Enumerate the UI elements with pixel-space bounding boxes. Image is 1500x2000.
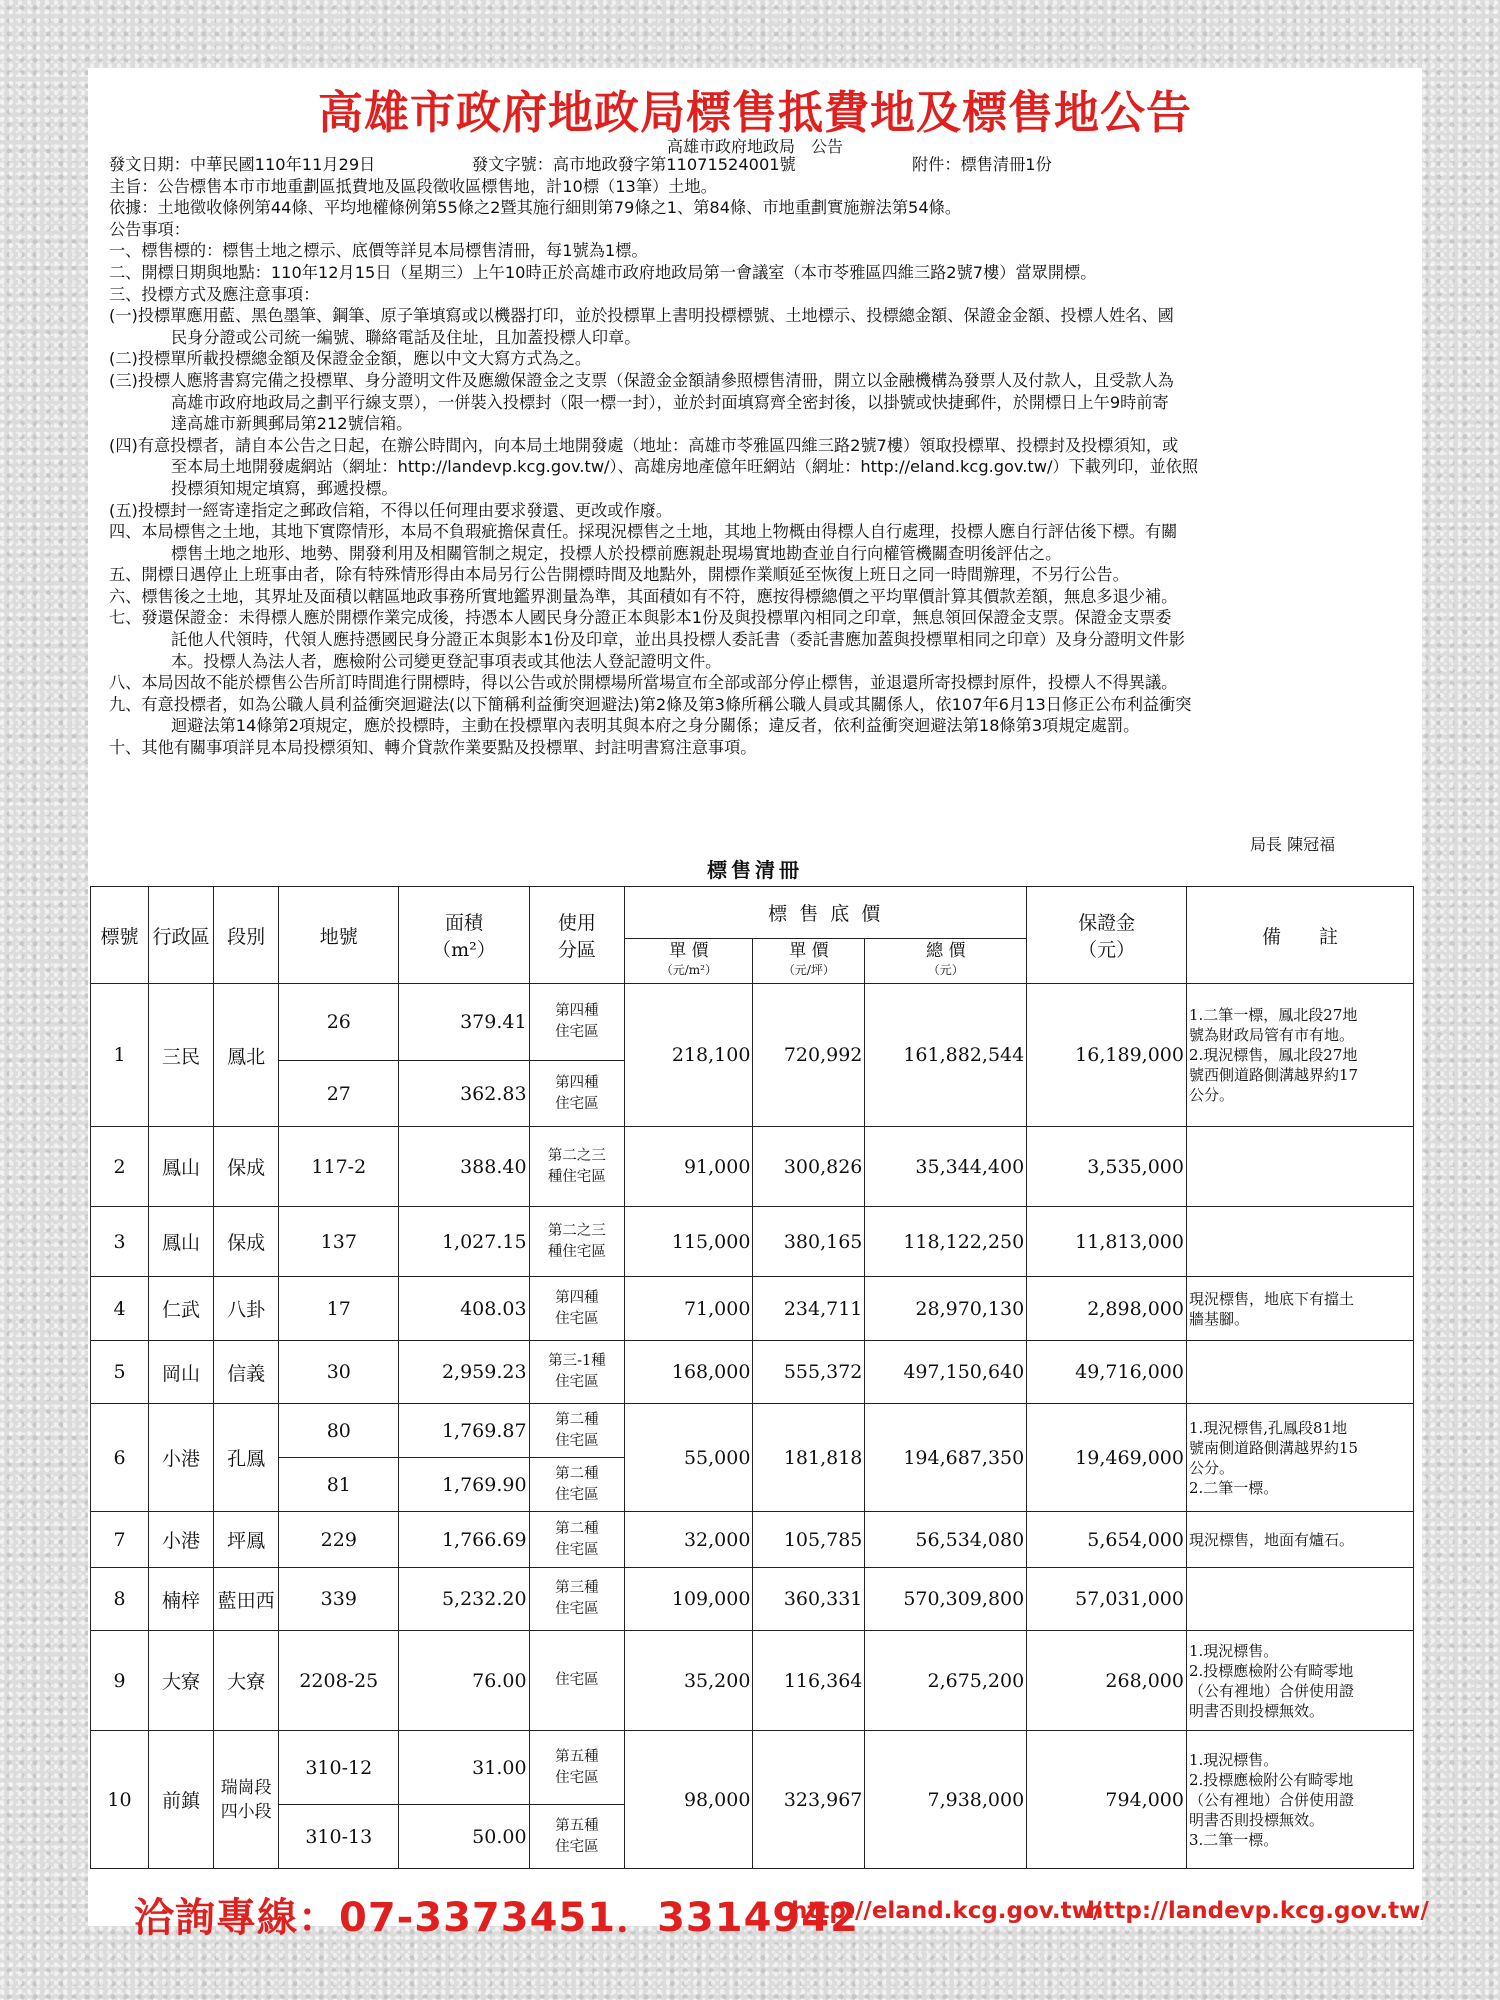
- note-line: 號為財政局管有市有地。: [1188, 1026, 1354, 1044]
- unit-price-ping-cell: 720,992: [753, 984, 865, 1127]
- notice-item-line: (三)投標人應將書寫完備之投標單、身分證明文件及應繳保證金之支票（保證金金額請參照標售清冊，開立以金融機構為發票人及付款人，且受款人為: [109, 370, 1174, 390]
- document-number: 發文字號：高市地政發字第11071524001號: [472, 155, 796, 174]
- note-line: 公分。: [1188, 1458, 1234, 1477]
- zone-line: 種住宅區: [547, 1168, 606, 1185]
- header-total-price: 總 價 （元）: [865, 939, 1027, 984]
- attachment-note: 附件：標售清冊1份: [912, 155, 1052, 174]
- section-cell: 大寮: [214, 1631, 279, 1731]
- legal-basis: 依據：土地徵收條例第44條、平均地權條例第55條之2暨其施行細則第79條之1、第84條、市地重劃實施辦法第54條。: [109, 198, 962, 218]
- note-cell: [1186, 1731, 1413, 1869]
- area-cell: 408.03: [399, 1277, 529, 1341]
- zone-line: 第五種: [555, 1817, 599, 1834]
- district-cell: 三民: [149, 984, 214, 1127]
- zone-line: 住宅區: [555, 1672, 599, 1688]
- notice-item-line: 六、標售後之土地，其界址及面積以轄區地政事務所實地鑑界測量為準，其面積如有不符，應按得標總價之平均單價計算其價款差額，無息多退少補。: [109, 586, 1178, 606]
- notice-item-line: 迴避法第14條第2項規定，應於投標時，主動在投標單內表明其與本府之身分關係；違反者，依利益衝突迴避法第18條第3項規定處罰。: [171, 716, 1140, 736]
- total-price-cell: 161,882,544: [865, 984, 1027, 1127]
- area-cell: 76.00: [399, 1631, 529, 1731]
- note-cell: [1186, 984, 1413, 1127]
- note-cell: [1186, 1568, 1413, 1631]
- area-cell: 31.00: [399, 1731, 529, 1805]
- area-cell: 1,027.15: [399, 1207, 529, 1277]
- lot-number-cell: 81: [279, 1458, 399, 1512]
- unit-price-ping-cell: 300,826: [753, 1127, 865, 1207]
- zone-line: 第三-1種: [548, 1353, 606, 1369]
- district-cell: 大寮: [149, 1631, 214, 1731]
- section-cell: 孔鳳: [214, 1404, 279, 1512]
- table-row: [91, 1731, 1414, 1805]
- zone-line: 住宅區: [555, 1024, 599, 1040]
- notice-item-line: 達高雄市新興郵局第212號信箱。: [171, 414, 413, 434]
- total-price-cell: 56,534,080: [865, 1512, 1027, 1568]
- notice-item-line: (四)有意投標者，請自本公告之日起，在辦公時間內，向本局土地開發處（地址：高雄市苓雅區四維三路2號7樓）領取投標單、投標封及投標須知，或: [109, 435, 1179, 455]
- lot-no-cell: 7: [91, 1512, 149, 1568]
- area-cell: 2,959.23: [399, 1341, 529, 1404]
- area-cell: 1,766.69: [399, 1512, 529, 1568]
- area-cell: 388.40: [399, 1127, 529, 1207]
- zone-line: 第四種: [555, 1074, 599, 1091]
- issue-date: 發文日期：中華民國110年11月29日: [109, 155, 376, 174]
- lot-number-cell: 339: [279, 1568, 399, 1631]
- area-cell: 1,769.90: [399, 1458, 529, 1512]
- unit-price-m2-cell: 55,000: [625, 1404, 753, 1512]
- notice-item-line: 高雄市政府地政局之劃平行線支票），一併裝入投標封（限一標一封），並於封面填寫齊全密封後，以掛號或快捷郵件，於開標日上午9時前寄: [171, 392, 1169, 412]
- total-price-cell: 118,122,250: [865, 1207, 1027, 1277]
- notice-item-line: 十、其他有關事項詳見本局投標須知、轉介貸款作業要點及投標單、封註明書寫注意事項。: [109, 738, 757, 758]
- total-price-cell: 7,938,000: [865, 1731, 1027, 1869]
- note-line: 明書否則投標無效。: [1188, 1701, 1324, 1720]
- notice-item-line: 至本局土地開發處網站（網址：http://landevp.kcg.gov.tw/）、高雄房地產億年旺網站（網址：http://eland.kcg.gov.tw/）下載列印，並依照: [171, 457, 1199, 477]
- note-line: 牆基腳。: [1188, 1309, 1249, 1328]
- notice-item-line: 投標須知規定填寫，郵遞投標。: [171, 478, 398, 498]
- note-line: 現況標售，地面有爐石。: [1188, 1530, 1354, 1549]
- total-price-cell: 570,309,800: [865, 1568, 1027, 1631]
- zone-line: 住宅區: [555, 1374, 599, 1390]
- unit-price-m2-cell: 91,000: [625, 1127, 753, 1207]
- total-price-cell: 497,150,640: [865, 1341, 1027, 1404]
- deposit-cell: 19,469,000: [1027, 1404, 1187, 1512]
- section-cell: 保成: [214, 1207, 279, 1277]
- deposit-cell: 794,000: [1027, 1731, 1187, 1869]
- lot-number-cell: 229: [279, 1512, 399, 1568]
- note-line: 3.二筆一標。: [1188, 1830, 1279, 1849]
- unit-price-ping-cell: 105,785: [753, 1512, 865, 1568]
- zone-cell: [529, 1277, 625, 1341]
- section-cell: 坪鳳: [214, 1512, 279, 1568]
- zone-line: 住宅區: [555, 1432, 599, 1449]
- notice-item-line: 五、開標日遇停止上班事由者，除有特殊情形得由本局另行公告開標時間及地點外，開標作業順延至恢復上班日之同一時間辦理，不另行公告。: [109, 565, 1129, 585]
- sale-list-body: [91, 984, 1414, 1869]
- zone-line: 種住宅區: [547, 1243, 606, 1260]
- section-cell: 瑞崗段四小段: [214, 1731, 279, 1869]
- note-line: 號西側道路側溝越界約17: [1188, 1066, 1359, 1084]
- lot-no-cell: 10: [91, 1731, 149, 1869]
- eland-url[interactable]: http://eland.kcg.gov.tw/: [791, 1898, 1102, 1924]
- lot-number-cell: 310-13: [279, 1805, 399, 1869]
- zone-line: 第四種: [555, 1289, 599, 1306]
- deposit-cell: 16,189,000: [1027, 984, 1187, 1127]
- notice-item-line: 七、發還保證金：未得標人應於開標作業完成後，持憑本人國民身分證正本與影本1份及與投標單內相同之印章，無息領回保證金支票。保證金支票委: [109, 608, 1172, 628]
- lot-number-cell: 117-2: [279, 1127, 399, 1207]
- note-line: （公有裡地）合併使用證: [1188, 1681, 1354, 1700]
- area-cell: 5,232.20: [399, 1568, 529, 1631]
- lot-no-cell: 6: [91, 1404, 149, 1512]
- zone-cell: [529, 1061, 625, 1127]
- deposit-cell: 268,000: [1027, 1631, 1187, 1731]
- unit-price-m2-cell: 71,000: [625, 1277, 753, 1341]
- zone-line: 第二種: [555, 1520, 599, 1537]
- lot-no-cell: 9: [91, 1631, 149, 1731]
- unit-price-ping-cell: 360,331: [753, 1568, 865, 1631]
- zone-cell: [529, 1341, 625, 1404]
- area-cell: 50.00: [399, 1805, 529, 1869]
- notice-item-line: 八、本局因故不能於標售公告所訂時間進行開標時，得以公告或於開標場所當場宣布全部或部分停止標售，並退還所寄投標封原件，投標人不得異議。: [109, 673, 1178, 693]
- deposit-cell: 2,898,000: [1027, 1277, 1187, 1341]
- note-line: 1.現況標售。: [1188, 1750, 1279, 1769]
- table-row: [91, 1512, 1414, 1568]
- notice-item-line: (二)投標單所載投標總金額及保證金金額，應以中文大寫方式為之。: [109, 349, 592, 369]
- notice-item-line: 本。投標人為法人者，應檢附公司變更登記事項表或其他法人登記證明文件。: [171, 651, 722, 671]
- table-row: [91, 1631, 1414, 1731]
- notice-item-line: 標售土地之地形、地勢、開發利用及相關管制之規定，投標人於投標前應親赴現場實地勘查並自行向權管機關查明後評估之。: [171, 543, 1062, 563]
- total-price-cell: 35,344,400: [865, 1127, 1027, 1207]
- note-line: 2.現況標售，鳳北段27地: [1188, 1046, 1358, 1064]
- lot-number-cell: 137: [279, 1207, 399, 1277]
- zone-cell: [529, 1207, 625, 1277]
- unit-price-m2-cell: 32,000: [625, 1512, 753, 1568]
- notice-item-line: (五)投標封一經寄達指定之郵政信箱，不得以任何理由要求發還、更改或作廢。: [109, 500, 673, 520]
- zone-line: 第二種: [555, 1411, 599, 1428]
- lot-number-cell: 80: [279, 1404, 399, 1458]
- notice-item-line: 三、投標方式及應注意事項：: [109, 284, 320, 304]
- note-line: 明書否則投標無效。: [1188, 1810, 1324, 1829]
- items-heading: 公告事項：: [109, 219, 190, 239]
- note-cell: [1186, 1341, 1413, 1404]
- header-district: 行政區: [149, 887, 214, 984]
- deposit-cell: 5,654,000: [1027, 1512, 1187, 1568]
- table-row: [91, 1341, 1414, 1404]
- note-cell: [1186, 1207, 1413, 1277]
- notice-title: 高雄市政府地政局標售抵費地及標售地公告: [317, 86, 1192, 139]
- zone-cell: [529, 1404, 625, 1458]
- zone-cell: [529, 1731, 625, 1805]
- table-row: [91, 1404, 1414, 1458]
- notice-item-line: 四、本局標售之土地，其地下實際情形，本局不負瑕疵擔保責任。採現況標售之土地，其地上物概由得標人自行處理，投標人應自行評估後下標。有關: [109, 522, 1178, 542]
- note-line: 2.投標應檢附公有畸零地: [1188, 1770, 1354, 1789]
- note-line: 1.現況標售,孔鳳段81地: [1188, 1418, 1348, 1437]
- section-cell: 藍田西: [214, 1568, 279, 1631]
- zone-line: 第三種: [555, 1580, 599, 1596]
- lot-number-cell: 310-12: [279, 1731, 399, 1805]
- area-cell: 1,769.87: [399, 1404, 529, 1458]
- header-deposit: 保證金 （元）: [1027, 887, 1187, 984]
- zone-line: 住宅區: [555, 1838, 599, 1855]
- table-row: [91, 1127, 1414, 1207]
- note-line: 現況標售，地底下有擋土: [1188, 1289, 1354, 1308]
- zone-line: 住宅區: [555, 1601, 599, 1617]
- unit-price-m2-cell: 98,000: [625, 1731, 753, 1869]
- lot-no-cell: 4: [91, 1277, 149, 1341]
- district-cell: 仁武: [149, 1277, 214, 1341]
- header-use-zone: 使用 分區: [529, 887, 625, 984]
- district-cell: 前鎮: [149, 1731, 214, 1869]
- zone-line: 住宅區: [555, 1541, 599, 1558]
- unit-price-m2-cell: 115,000: [625, 1207, 753, 1277]
- zone-line: 第四種: [555, 1003, 599, 1019]
- lot-no-cell: 2: [91, 1127, 149, 1207]
- sale-list-table: [90, 886, 1414, 1869]
- header-unit-price-m2: 單 價 （元/m²）: [625, 939, 753, 984]
- note-line: 2.投標應檢附公有畸零地: [1188, 1661, 1354, 1680]
- zone-cell: [529, 1631, 625, 1731]
- header-area: 面積 （m²）: [399, 887, 529, 984]
- deposit-cell: 57,031,000: [1027, 1568, 1187, 1631]
- note-cell: [1186, 1404, 1413, 1512]
- unit-price-ping-cell: 555,372: [753, 1341, 865, 1404]
- notice-item-line: 九、有意投標者，如為公職人員利益衝突迴避法(以下簡稱利益衝突迴避法)第2條及第3條所稱公職人員或其關係人，依107年6月13日修正公布利益衝突: [109, 694, 1192, 714]
- zone-line: 住宅區: [555, 1486, 599, 1503]
- issuing-agency: 高雄市政府地政局 公告: [666, 137, 843, 156]
- zone-cell: [529, 1805, 625, 1869]
- notice-body: [109, 154, 1409, 759]
- note-line: （公有裡地）合併使用證: [1188, 1790, 1354, 1809]
- total-price-cell: 2,675,200: [865, 1631, 1027, 1731]
- unit-price-ping-cell: 380,165: [753, 1207, 865, 1277]
- lot-no-cell: 5: [91, 1341, 149, 1404]
- note-line: 2.二筆一標。: [1188, 1478, 1279, 1497]
- district-cell: 楠梓: [149, 1568, 214, 1631]
- deposit-cell: 3,535,000: [1027, 1127, 1187, 1207]
- district-cell: 岡山: [149, 1341, 214, 1404]
- zone-cell: [529, 984, 625, 1061]
- notice-item-line: 二、開標日期與地點：110年12月15日（星期三）上午10時正於高雄市政府地政局第一會議室（本市苓雅區四維三路2號7樓）當眾開標。: [109, 262, 1097, 282]
- zone-line: 住宅區: [555, 1095, 599, 1112]
- zone-cell: [529, 1568, 625, 1631]
- zone-cell: [529, 1458, 625, 1512]
- header-note: 備 註: [1186, 887, 1413, 984]
- table-row: [91, 1277, 1414, 1341]
- note-cell: [1186, 1512, 1413, 1568]
- table-row: [91, 1207, 1414, 1277]
- note-line: 公分。: [1188, 1086, 1234, 1104]
- district-cell: 鳳山: [149, 1127, 214, 1207]
- section-cell: 信義: [214, 1341, 279, 1404]
- header-base-price: 標 售 底 價: [625, 887, 1027, 939]
- zone-line: 第二種: [555, 1465, 599, 1482]
- lot-number-cell: 30: [279, 1341, 399, 1404]
- lot-number-cell: 27: [279, 1061, 399, 1127]
- unit-price-ping-cell: 116,364: [753, 1631, 865, 1731]
- note-line: 1.現況標售。: [1188, 1641, 1279, 1660]
- lot-number-cell: 2208-25: [279, 1631, 399, 1731]
- section-cell: 鳳北: [214, 984, 279, 1127]
- section-cell: 保成: [214, 1127, 279, 1207]
- district-cell: 小港: [149, 1512, 214, 1568]
- total-price-cell: 194,687,350: [865, 1404, 1027, 1512]
- notice-item-line: 託他人代領時，代領人應持憑國民身分證正本與影本1份及印章，並出具投標人委託書（委託書應加蓋與投標單相同之印章）及身分證明文件影: [171, 630, 1185, 650]
- signer: 局長 陳冠福: [1250, 835, 1336, 854]
- total-price-cell: 28,970,130: [865, 1277, 1027, 1341]
- table-row: [91, 984, 1414, 1061]
- area-cell: 379.41: [399, 984, 529, 1061]
- table-row: [91, 1568, 1414, 1631]
- document-meta: [109, 154, 1409, 176]
- zone-cell: [529, 1512, 625, 1568]
- note-line: 號南側道路側溝越界約15: [1188, 1438, 1359, 1457]
- unit-price-m2-cell: 35,200: [625, 1631, 753, 1731]
- notice-sheet: [88, 68, 1429, 1941]
- lot-number-cell: 17: [279, 1277, 399, 1341]
- lot-no-cell: 1: [91, 984, 149, 1127]
- note-cell: [1186, 1631, 1413, 1731]
- notice-item-line: (一)投標單應用藍、黑色墨筆、鋼筆、原子筆填寫或以機器打印，並於投標單上書明投標標號、土地標示、投標總金額、保證金金額、投標人姓名、國: [109, 306, 1174, 326]
- unit-price-m2-cell: 218,100: [625, 984, 753, 1127]
- unit-price-ping-cell: 181,818: [753, 1404, 865, 1512]
- header-unit-price-ping: 單 價 （元/坪）: [753, 939, 865, 984]
- table-title: 標售清冊: [707, 858, 803, 882]
- unit-price-ping-cell: 323,967: [753, 1731, 865, 1869]
- unit-price-m2-cell: 109,000: [625, 1568, 753, 1631]
- notice-item-line: 民身分證或公司統一編號、聯絡電話及住址，且加蓋投標人印章。: [171, 327, 641, 347]
- lot-no-cell: 3: [91, 1207, 149, 1277]
- area-cell: 362.83: [399, 1061, 529, 1127]
- header-no: 標號: [91, 887, 149, 984]
- header-section: 段別: [214, 887, 279, 984]
- section-cell: 八卦: [214, 1277, 279, 1341]
- note-cell: [1186, 1127, 1413, 1207]
- unit-price-ping-cell: 234,711: [753, 1277, 865, 1341]
- unit-price-m2-cell: 168,000: [625, 1341, 753, 1404]
- lot-no-cell: 8: [91, 1568, 149, 1631]
- note-line: 1.二筆一標，鳳北段27地: [1188, 1006, 1358, 1024]
- zone-line: 第五種: [555, 1748, 599, 1765]
- zone-line: 第二之三: [547, 1222, 606, 1239]
- zone-line: 住宅區: [555, 1310, 599, 1327]
- note-cell: [1186, 1277, 1413, 1341]
- zone-line: 第二之三: [547, 1147, 606, 1164]
- lot-number-cell: 26: [279, 984, 399, 1061]
- header-lot: 地號: [279, 887, 399, 984]
- district-cell: 小港: [149, 1404, 214, 1512]
- deposit-cell: 11,813,000: [1027, 1207, 1187, 1277]
- landevp-url[interactable]: http://landevp.kcg.gov.tw/: [1087, 1898, 1429, 1924]
- zone-line: 住宅區: [555, 1769, 599, 1786]
- notice-items: [109, 240, 1409, 758]
- district-cell: 鳳山: [149, 1207, 214, 1277]
- notice-item-line: 一、標售標的：標售土地之標示、底價等詳見本局標售清冊，每1號為1標。: [109, 241, 648, 261]
- zone-cell: [529, 1127, 625, 1207]
- deposit-cell: 49,716,000: [1027, 1341, 1187, 1404]
- subject-line: 主旨：公告標售本市市地重劃區抵費地及區段徵收區標售地，計10標（13筆）土地。: [109, 176, 717, 196]
- hotline: 洽詢專線：07-3373451．3314942: [134, 1895, 859, 1941]
